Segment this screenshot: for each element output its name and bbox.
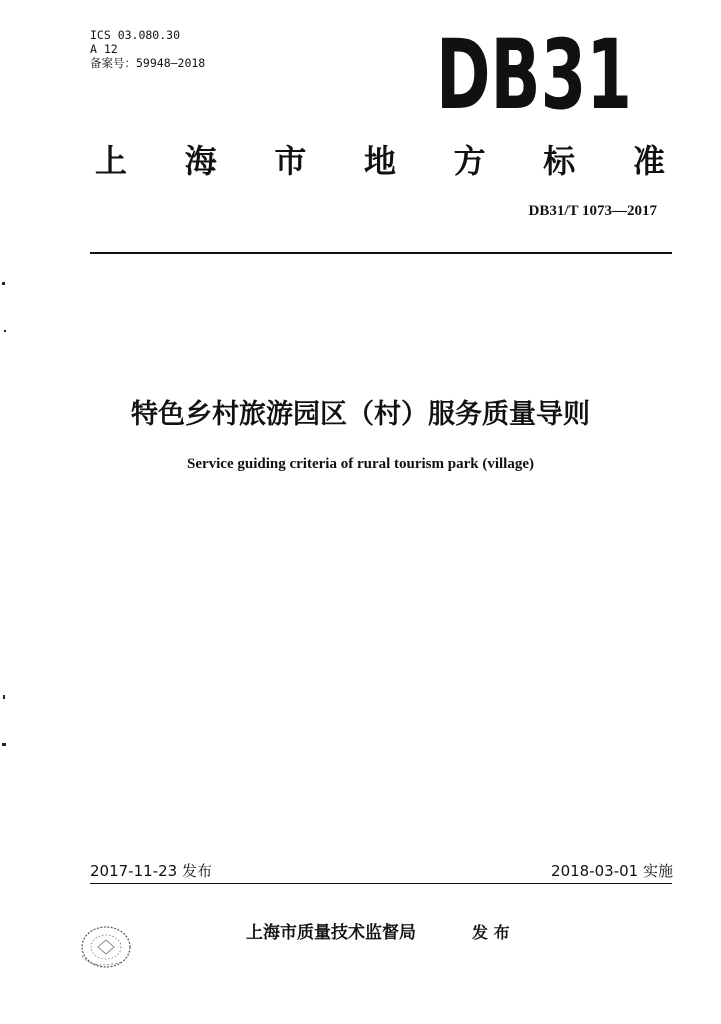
category-char: 市 [274, 142, 307, 180]
category-char: 准 [632, 142, 665, 180]
issuing-authority: 上海市质量技术监督局 [246, 923, 416, 943]
category-char: 地 [363, 142, 396, 180]
implementation-date: 2018-03-01 实施 [551, 862, 673, 880]
db31-logo [434, 19, 634, 131]
record-number: 备案号：59948—2018 [90, 56, 206, 70]
document-title-chinese: 特色乡村旅游园区（村）服务质量导则 [131, 399, 590, 430]
scan-speck [4, 330, 6, 332]
standard-number: DB31/T 1073—2017 [528, 203, 657, 219]
category-char: 上 [95, 142, 128, 180]
scan-speck [3, 695, 5, 699]
bottom-divider [90, 883, 672, 884]
issue-action: 发 布 [472, 923, 510, 942]
ics-code: ICS 03.080.30 [90, 28, 181, 42]
classification-block [90, 28, 205, 70]
category-char: 海 [184, 142, 217, 180]
top-divider [90, 252, 672, 254]
scan-speck [2, 743, 6, 746]
scan-speck [2, 282, 5, 285]
db31-logo-text: DB31 [436, 19, 632, 131]
category-char: 标 [543, 142, 576, 180]
standard-category [95, 136, 665, 182]
class-code: A 12 [90, 42, 118, 56]
official-seal-icon [76, 922, 140, 974]
issue-date: 2017-11-23 发布 [90, 862, 212, 880]
category-char: 方 [453, 142, 486, 180]
document-title-english: Service guiding criteria of rural tourism park (village) [186, 456, 535, 472]
